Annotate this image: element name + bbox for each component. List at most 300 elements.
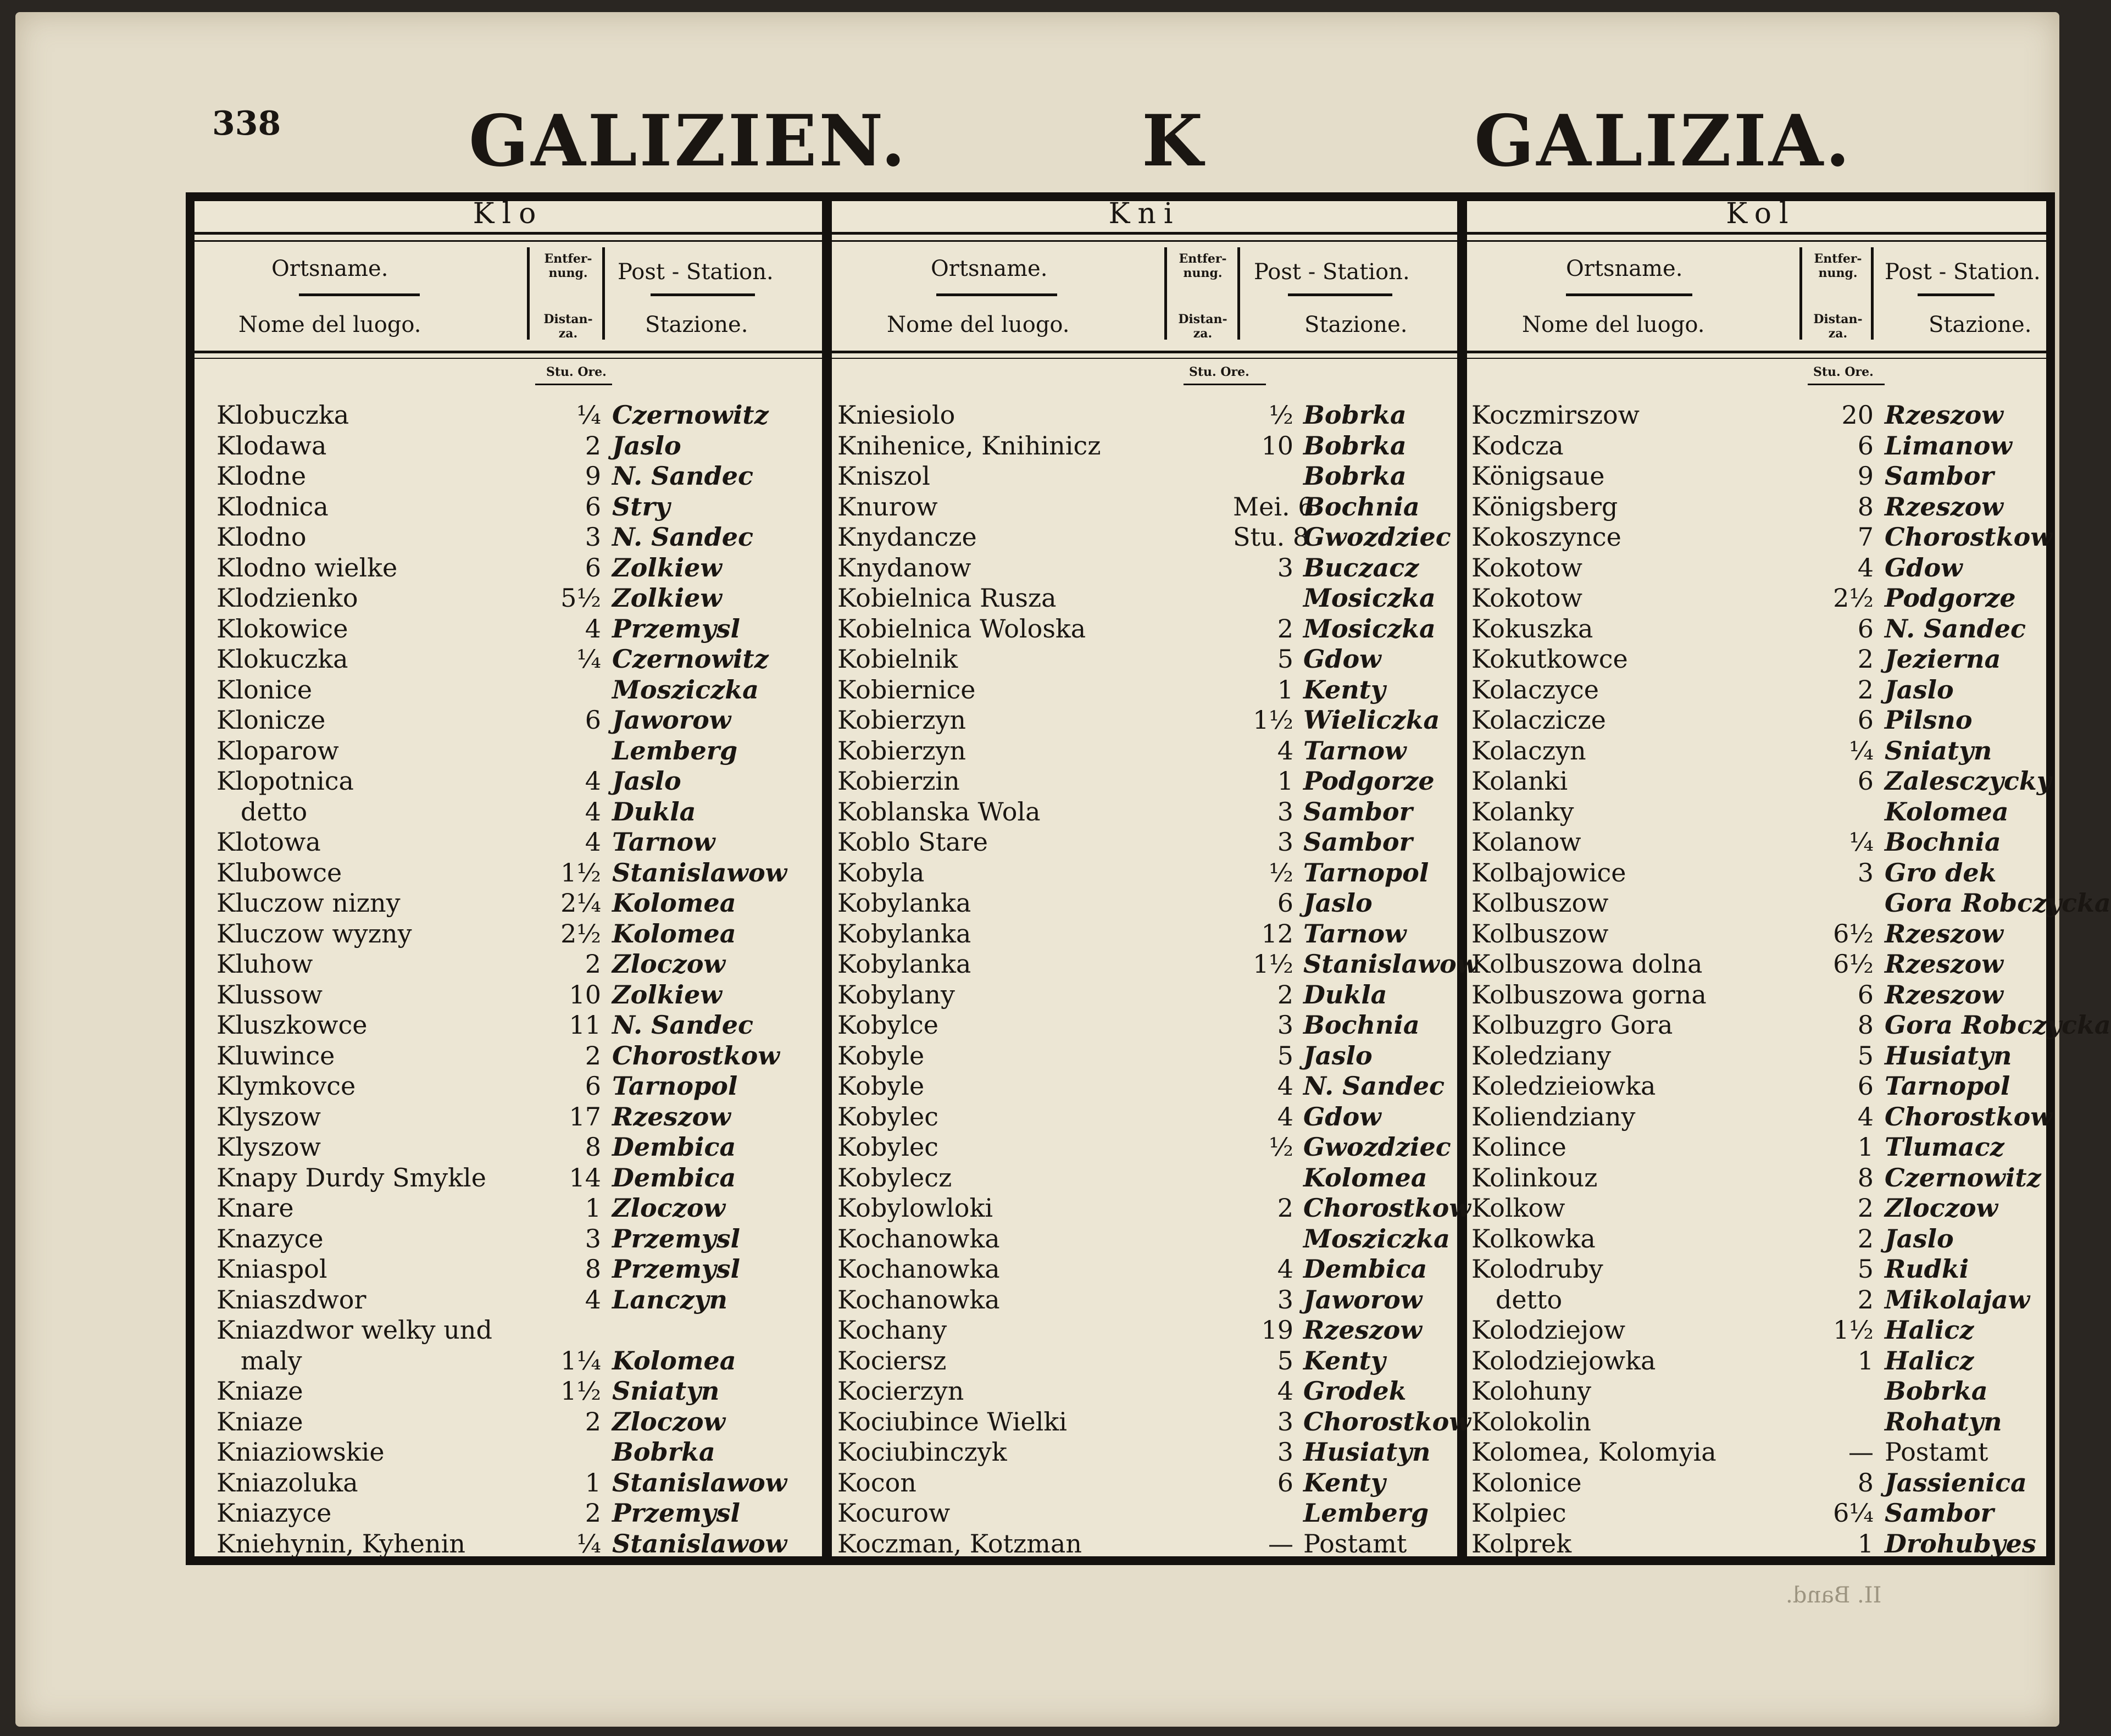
table-row — [1467, 583, 2055, 614]
place-name: Knydancze — [837, 522, 977, 552]
column-divider — [822, 201, 832, 1556]
table-row — [832, 461, 1457, 492]
place-name: Knurow — [837, 491, 938, 522]
table-row — [832, 1224, 1457, 1255]
place-name: Kniazdwor welky und — [216, 1315, 492, 1345]
place-name: Kokotow — [1471, 583, 1582, 613]
place-name: Kniehynin, Kyhenin — [216, 1528, 465, 1558]
post-station: Dukla — [1303, 979, 1387, 1010]
table-row — [195, 1254, 822, 1285]
distance-hours: 4 — [1277, 1376, 1293, 1406]
place-name: Kobylanka — [837, 888, 971, 918]
post-station: Stanislawow — [612, 1528, 787, 1558]
distance-hours: 4 — [585, 796, 601, 827]
table-row — [832, 675, 1457, 706]
table-row — [1467, 1285, 2055, 1316]
stu-ore-rule — [1808, 384, 1885, 385]
distance-hours: 6 — [1857, 979, 1874, 1010]
distance-hours: 4 — [585, 766, 601, 796]
place-name: Kluczow wyzny — [216, 918, 412, 949]
table-row — [1467, 1346, 2055, 1377]
table-row — [1467, 614, 2055, 645]
table-row — [832, 1041, 1457, 1072]
post-station: Kenty — [1303, 674, 1386, 705]
table-row — [195, 1346, 822, 1377]
place-name: Kolanky — [1471, 796, 1574, 827]
place-name: Kolbuszowa dolna — [1471, 949, 1703, 979]
place-name: Kolodziejowka — [1471, 1345, 1656, 1376]
place-name: Kobylanka — [837, 918, 971, 949]
place-name: Kolkowka — [1471, 1223, 1596, 1254]
place-name: Klobuczka — [216, 400, 349, 430]
distance-hours: 2 — [1277, 979, 1293, 1010]
header-nome-del-luogo: Nome del luogo. — [1522, 312, 1705, 337]
place-name: Kluwince — [216, 1040, 335, 1071]
post-station: Lemberg — [1303, 1498, 1429, 1528]
place-name: Kokutkowce — [1471, 644, 1628, 674]
distance-hours: 17 — [569, 1101, 601, 1132]
table-row — [832, 644, 1457, 675]
stu-ore-rule — [535, 384, 612, 385]
post-station: Zolkiew — [612, 552, 722, 583]
place-name: Kobylanka — [837, 949, 971, 979]
post-station: Kolomea — [612, 918, 736, 949]
distance-hours: — — [1268, 1528, 1293, 1558]
post-station: Gora Robczycka — [1885, 888, 2111, 918]
place-name: Klubowce — [216, 857, 342, 888]
title-galizia: GALIZIA. — [1474, 100, 1852, 182]
table-row — [1467, 644, 2055, 675]
label-stu-ore: Stu. Ore. — [1813, 365, 1874, 379]
place-name: Klonice — [216, 674, 313, 705]
table-row — [195, 431, 822, 462]
place-name: Koblanska Wola — [837, 796, 1041, 827]
post-station: Gwozdziec — [1303, 1132, 1451, 1162]
place-name: Koledziany — [1471, 1040, 1612, 1071]
distance-hours: 6 — [1857, 1071, 1874, 1101]
post-station: Gwozdziec — [1303, 522, 1451, 552]
distance-hours: ¼ — [1849, 827, 1874, 857]
post-station: Postamt — [1303, 1528, 1407, 1558]
distance-hours: 3 — [1277, 1406, 1293, 1437]
table-row — [1467, 736, 2055, 767]
post-station: Czernowitz — [612, 400, 769, 430]
table-row — [832, 1102, 1457, 1133]
distance-hours: 3 — [1277, 1010, 1293, 1040]
post-station: Chorostkow — [1885, 522, 2052, 552]
distance-hours: 2½ — [560, 918, 601, 949]
post-station: Gdow — [1303, 1101, 1381, 1132]
table-row — [832, 1071, 1457, 1102]
post-station: Tarnopol — [1303, 857, 1429, 888]
table-row — [195, 614, 822, 645]
table-row — [195, 400, 822, 431]
post-station: Tlumacz — [1885, 1132, 2004, 1162]
table-row — [195, 1315, 822, 1346]
place-name: Kochany — [837, 1315, 947, 1345]
post-station: Kolomea — [1303, 1162, 1427, 1193]
place-name: Kobylec — [837, 1132, 938, 1162]
place-name: Klodnica — [216, 491, 329, 522]
place-name: Kolaczyn — [1471, 735, 1586, 766]
post-station: Dembica — [612, 1132, 736, 1162]
header-mid-rule — [1288, 293, 1392, 296]
bleed-through-text: II. Band. — [1786, 1583, 1882, 1608]
table-row — [832, 1132, 1457, 1163]
distance-hours: 4 — [585, 613, 601, 644]
post-station: Dembica — [612, 1162, 736, 1193]
table-row — [1467, 461, 2055, 492]
post-station: N. Sandec — [612, 461, 754, 491]
distance-hours: 2 — [585, 1498, 601, 1528]
header-mid-rule — [936, 293, 1057, 296]
place-name: Kniazoluka — [216, 1467, 358, 1497]
header-entfernung: Entfer-nung. — [544, 252, 592, 280]
distance-hours: 1 — [585, 1193, 601, 1223]
table-row — [195, 1163, 822, 1194]
table-row — [195, 858, 822, 889]
table-row — [832, 400, 1457, 431]
distance-hours: 2 — [1277, 1193, 1293, 1223]
place-name: Klodawa — [216, 430, 327, 461]
table-row — [1467, 400, 2055, 431]
header-mid-rule — [651, 293, 755, 296]
table-row — [832, 980, 1457, 1011]
place-name: Kociubince Wielki — [837, 1406, 1068, 1437]
post-station: Bobrka — [1303, 430, 1407, 461]
header-nome-del-luogo: Nome del luogo. — [238, 312, 421, 337]
place-name: Kolanki — [1471, 766, 1568, 796]
post-station: Zloczow — [612, 949, 726, 979]
column-kni — [832, 197, 1479, 1558]
table-row — [832, 1285, 1457, 1316]
table-row — [1467, 1224, 2055, 1255]
table-row — [1467, 766, 2055, 797]
table-row — [195, 583, 822, 614]
post-station: Halicz — [1885, 1315, 1974, 1345]
header-mid-rule — [1918, 293, 1995, 296]
post-station: Mikolajaw — [1885, 1284, 2030, 1315]
header-vertical-rule — [1237, 247, 1240, 340]
distance-hours: 6 — [1857, 613, 1874, 644]
table-row — [1467, 1193, 2055, 1224]
place-name: Kolonice — [1471, 1467, 1582, 1497]
post-station: Jezierna — [1885, 644, 2001, 674]
header-stazione: Stazione. — [645, 312, 748, 337]
post-station: Halicz — [1885, 1345, 1974, 1376]
table-row — [195, 1437, 822, 1468]
table-row — [832, 553, 1457, 584]
place-name: Kobielnik — [837, 644, 958, 674]
post-station: Husiatyn — [1885, 1040, 2012, 1071]
place-name: Kochanowka — [837, 1254, 1000, 1284]
header-distanza: Distan-za. — [1813, 312, 1863, 341]
distance-hours: 9 — [1857, 461, 1874, 491]
post-station: Grodek — [1303, 1376, 1407, 1406]
distance-hours: 6 — [1277, 888, 1293, 918]
distance-hours: 4 — [1857, 1101, 1874, 1132]
place-name: Knare — [216, 1193, 294, 1223]
table-row — [195, 980, 822, 1011]
heading-rule — [832, 232, 1457, 242]
place-name: maly — [216, 1345, 302, 1376]
table-row — [832, 431, 1457, 462]
place-name: Kolokolin — [1471, 1406, 1591, 1437]
table-row — [1467, 888, 2111, 919]
header-bottom-rule — [832, 351, 1457, 359]
table-row — [195, 949, 822, 980]
distance-hours: 6 — [1277, 1467, 1293, 1497]
distance-hours: 4 — [1277, 1101, 1293, 1132]
post-station: Przemysl — [612, 1254, 740, 1284]
place-name: Klussow — [216, 979, 323, 1010]
distance-hours: ¼ — [576, 644, 601, 674]
distance-hours: 6 — [1857, 766, 1874, 796]
table-row — [195, 1102, 822, 1133]
post-station: Sniatyn — [1885, 735, 1992, 766]
place-name: Klonicze — [216, 705, 326, 735]
table-row — [1467, 1102, 2055, 1133]
table-row — [195, 644, 822, 675]
place-list — [195, 400, 822, 1559]
header-stazione: Stazione. — [1929, 312, 2032, 337]
place-name: Kolkow — [1471, 1193, 1565, 1223]
table-row — [195, 797, 822, 828]
post-station: Chorostkow — [1303, 1406, 1471, 1437]
header-distanza: Distan-za. — [543, 312, 593, 341]
place-name: Kolinkouz — [1471, 1162, 1598, 1193]
distance-hours: 8 — [1857, 491, 1874, 522]
place-name: Kluhow — [216, 949, 313, 979]
place-name: Kobierzin — [837, 766, 960, 796]
distance-hours: 5 — [1857, 1040, 1874, 1071]
post-station: Chorostkow — [1885, 1101, 2052, 1132]
place-name: Kolbuszowa gorna — [1471, 979, 1707, 1010]
place-name: Kodcza — [1471, 430, 1564, 461]
post-station: Bobrka — [612, 1437, 715, 1467]
distance-hours: 1 — [585, 1467, 601, 1497]
table-row — [195, 1010, 822, 1041]
column-header — [832, 247, 1457, 351]
distance-hours: 8 — [1857, 1467, 1874, 1497]
header-ortsname: Ortsname. — [271, 256, 388, 281]
place-name: Kobyle — [837, 1071, 925, 1101]
distance-hours: ½ — [1269, 1132, 1293, 1162]
post-station: Jassienica — [1885, 1467, 2027, 1497]
heading-rule — [1467, 232, 2055, 242]
place-name: Kolomea, Kolomyia — [1471, 1437, 1716, 1467]
distance-hours: 2 — [585, 1040, 601, 1071]
place-name: Kobylec — [837, 1101, 938, 1132]
place-name: Kobylecz — [837, 1162, 952, 1193]
post-station: Gdow — [1303, 644, 1381, 674]
distance-hours: 1½ — [1253, 705, 1293, 735]
title-galizien: GALIZIEN. — [469, 100, 908, 182]
distance-hours: Stu. 8 — [1233, 522, 1309, 552]
distance-hours: 3 — [1277, 1437, 1293, 1467]
table-row — [195, 1041, 822, 1072]
table-row — [832, 1010, 1457, 1041]
table-row — [195, 1468, 822, 1499]
place-name: Kniazyce — [216, 1498, 332, 1528]
place-name: Königsaue — [1471, 461, 1605, 491]
distance-hours: 5 — [1857, 1254, 1874, 1284]
header-ortsname: Ortsname. — [931, 256, 1048, 281]
place-name: Kolaczyce — [1471, 674, 1599, 705]
header-bottom-rule — [195, 351, 822, 359]
distance-hours: 1 — [1857, 1528, 1874, 1558]
post-station: Jaslo — [1303, 888, 1373, 918]
distance-hours: 4 — [1277, 1254, 1293, 1284]
post-station: Jaslo — [612, 766, 681, 796]
header-vertical-rule — [1799, 247, 1802, 340]
table-row — [832, 827, 1457, 858]
post-station: Gora Robczycka — [1885, 1010, 2111, 1040]
place-name: Kolbuszow — [1471, 918, 1609, 949]
post-station: Sambor — [1885, 1498, 1994, 1528]
place-name: Kniesiolo — [837, 400, 955, 430]
distance-hours: — — [1848, 1437, 1874, 1467]
distance-hours: 6 — [585, 552, 601, 583]
post-station: Jaslo — [1885, 1223, 1954, 1254]
table-row — [195, 766, 822, 797]
table-row — [832, 797, 1457, 828]
distance-hours: 6 — [585, 491, 601, 522]
place-name: Knazyce — [216, 1223, 324, 1254]
place-name: Kniaze — [216, 1406, 303, 1437]
table-row — [1467, 1163, 2055, 1194]
distance-hours: 1 — [1857, 1345, 1874, 1376]
column-kol — [1467, 197, 2111, 1558]
table-row — [1467, 675, 2055, 706]
table-row — [1467, 1041, 2055, 1072]
place-name: Klodzienko — [216, 583, 358, 613]
table-row — [195, 1407, 822, 1438]
distance-hours: 4 — [585, 827, 601, 857]
post-station: Husiatyn — [1303, 1437, 1431, 1467]
header-post-station: Post - Station. — [618, 259, 774, 285]
place-list — [832, 400, 1479, 1559]
distance-hours: 4 — [1277, 735, 1293, 766]
table-row — [832, 888, 1457, 919]
table-row — [195, 1224, 822, 1255]
table-row — [832, 1254, 1457, 1285]
distance-hours: 5½ — [560, 583, 601, 613]
distance-hours: Mei. 6 — [1233, 491, 1314, 522]
place-name: Kobyla — [837, 857, 925, 888]
place-name: detto — [1471, 1284, 1563, 1315]
header-mid-rule — [299, 293, 420, 296]
place-name: Klyszow — [216, 1132, 321, 1162]
column-klo — [195, 197, 822, 1558]
distance-hours: 6 — [1857, 705, 1874, 735]
place-name: Kokoszynce — [1471, 522, 1621, 552]
header-vertical-rule — [527, 247, 530, 340]
table-row — [195, 1498, 822, 1529]
distance-hours: 10 — [1261, 430, 1293, 461]
post-station: Rzeszow — [1303, 1315, 1422, 1345]
header-distanza: Distan-za. — [1178, 312, 1227, 341]
table-row — [1467, 1468, 2055, 1499]
table-row — [832, 583, 1457, 614]
place-name: Kluszkowce — [216, 1010, 368, 1040]
table-row — [832, 949, 1479, 980]
place-name: Kloparow — [216, 735, 339, 766]
table-row — [195, 1071, 822, 1102]
distance-hours: 10 — [569, 979, 601, 1010]
post-station: Jaworow — [612, 705, 731, 735]
distance-hours: 5 — [1277, 1040, 1293, 1071]
place-name: Kociersz — [837, 1345, 947, 1376]
place-name: Kobylce — [837, 1010, 938, 1040]
post-station: Czernowitz — [1885, 1162, 2041, 1193]
distance-hours: 3 — [1277, 1284, 1293, 1315]
table-row — [195, 888, 822, 919]
distance-hours: 2 — [585, 430, 601, 461]
column-heading: Kol — [1726, 197, 1796, 230]
header-bottom-rule — [1467, 351, 2055, 359]
post-station: Lanczyn — [612, 1284, 727, 1315]
post-station: Bochnia — [1885, 827, 2001, 857]
place-name: Kniaspol — [216, 1254, 327, 1284]
place-name: Kolbuzgro Gora — [1471, 1010, 1673, 1040]
distance-hours: 2 — [1857, 1193, 1874, 1223]
post-station: Bochnia — [1303, 491, 1420, 522]
post-station: Stanislawow — [1303, 949, 1479, 979]
place-name: Kochanowka — [837, 1284, 1000, 1315]
place-name: Knydanow — [837, 552, 971, 583]
table-row — [832, 766, 1457, 797]
post-station: Jaslo — [1885, 674, 1954, 705]
table-row — [195, 492, 822, 523]
post-station: Rzeszow — [1885, 400, 2003, 430]
distance-hours: 3 — [585, 522, 601, 552]
place-name: Koledzieiowka — [1471, 1071, 1656, 1101]
distance-hours: 2 — [1857, 644, 1874, 674]
post-station: Przemysl — [612, 613, 740, 644]
distance-hours: 1½ — [1253, 949, 1293, 979]
place-name: Koczmirszow — [1471, 400, 1640, 430]
table-row — [1467, 858, 2055, 889]
table-row — [832, 1346, 1457, 1377]
place-name: Knapy Durdy Smykle — [216, 1162, 486, 1193]
distance-hours: 8 — [585, 1132, 601, 1162]
post-station: Kolomea — [612, 1345, 736, 1376]
table-row — [832, 1163, 1457, 1194]
table-row — [832, 736, 1457, 767]
post-station: Limanow — [1885, 430, 2013, 461]
post-station: N. Sandec — [1885, 613, 2026, 644]
distance-hours: 8 — [1857, 1010, 1874, 1040]
header-nome-del-luogo: Nome del luogo. — [887, 312, 1070, 337]
place-name: Kolprek — [1471, 1528, 1572, 1558]
place-name: Klodne — [216, 461, 307, 491]
table-row — [832, 1193, 1471, 1224]
place-name: Klopotnica — [216, 766, 354, 796]
post-station: Tarnow — [1303, 735, 1407, 766]
post-station: Jaworow — [1303, 1284, 1423, 1315]
table-row — [1467, 1407, 2055, 1438]
post-station: Lemberg — [612, 735, 738, 766]
place-name: Kokuszka — [1471, 613, 1593, 644]
table-row — [832, 1376, 1457, 1407]
header-stazione: Stazione. — [1304, 312, 1408, 337]
distance-hours: 20 — [1841, 400, 1874, 430]
post-station: Podgorze — [1303, 766, 1435, 796]
distance-hours: 1 — [1857, 1132, 1874, 1162]
distance-hours: ¼ — [576, 400, 601, 430]
distance-hours: 7 — [1857, 522, 1874, 552]
